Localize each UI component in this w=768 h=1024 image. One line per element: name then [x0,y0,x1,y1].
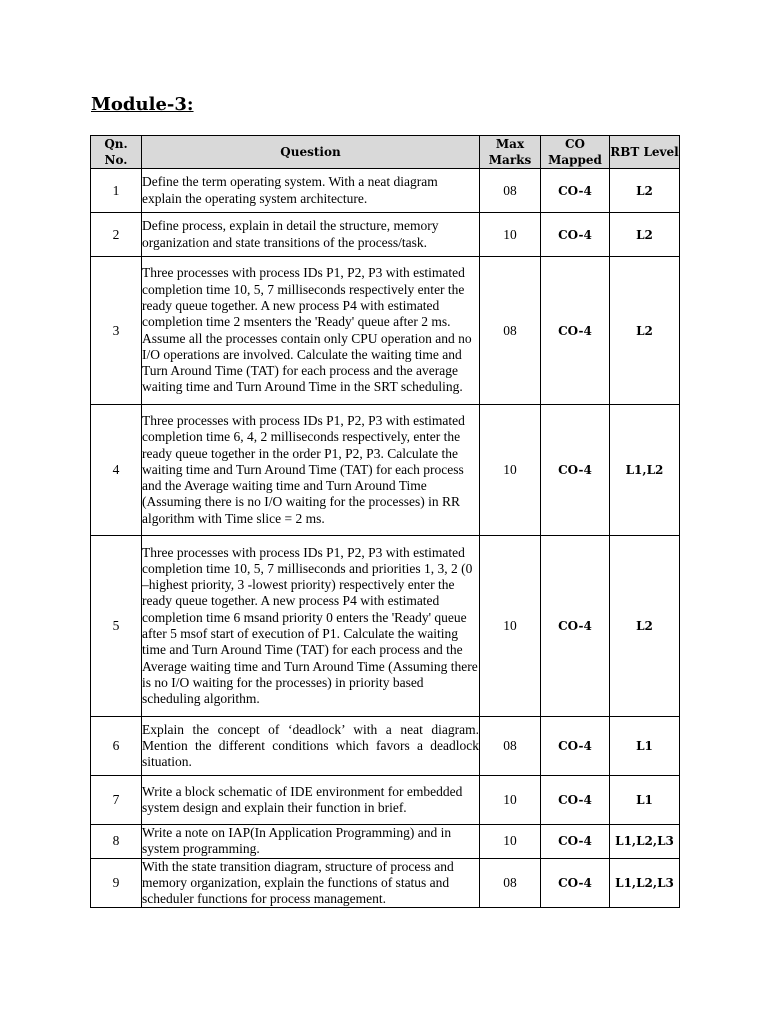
co-mapped: CO-4 [541,858,610,908]
question-number: 7 [91,776,142,825]
co-mapped: CO-4 [541,536,610,717]
table-row [91,257,680,405]
header-question: Question [142,136,480,169]
max-marks: 10 [480,405,541,536]
question-number: 9 [91,858,142,908]
question-text: Define process, explain in detail the structure, memory organization and state transitions of the process/task. [142,213,480,257]
table-row [91,825,680,859]
table-header-row [91,136,680,169]
rbt-level: L1 [610,717,680,776]
header-max-marks: Max Marks [480,136,541,169]
question-text: Write a note on IAP(In Application Programming) and in system programming. [142,825,480,859]
table-row [91,717,680,776]
question-number: 5 [91,536,142,717]
header-qno: Qn. No. [91,136,142,169]
question-text: With the state transition diagram, structure of process and memory organization, explain the functions of status and scheduler functions for process management. [142,858,480,908]
co-mapped: CO-4 [541,213,610,257]
question-text: Define the term operating system. With a neat diagram explain the operating system architecture. [142,169,480,213]
co-mapped: CO-4 [541,717,610,776]
table-row [91,213,680,257]
question-text: Three processes with process IDs P1, P2, P3 with estimated completion time 10, 5, 7 milliseconds and priorities 1, 3, 2 (0 –highest priority, 3 -lowest priority) respectively enter the ready queue together. A new process P4 with estimated completion time 6 msand priority 0 enters the 'Ready' queue after 5 msof start of execution of P1. Calculate the waiting time and Turn Around Time (TAT) for each process and the Average waiting time and Turn Around Time (Assuming there is no I/O waiting for the processes) in priority based scheduling algorithm. [142,536,480,717]
max-marks: 10 [480,776,541,825]
rbt-level: L2 [610,257,680,405]
question-text: Three processes with process IDs P1, P2, P3 with estimated completion time 6, 4, 2 milliseconds respectively, enter the ready queue together in the order P1, P2, P3. Calculate the waiting time and Turn Around Time (TAT) for each process and the Average waiting time and Turn Around Time (Assuming there is no I/O waiting for the processes) in RR algorithm with Time slice = 2 ms. [142,405,480,536]
table-row [91,858,680,908]
max-marks: 10 [480,825,541,859]
question-number: 3 [91,257,142,405]
max-marks: 10 [480,536,541,717]
table-row [91,776,680,825]
co-mapped: CO-4 [541,257,610,405]
question-table [90,135,680,908]
co-mapped: CO-4 [541,169,610,213]
max-marks: 08 [480,169,541,213]
max-marks: 08 [480,717,541,776]
rbt-level: L1 [610,776,680,825]
question-text: Write a block schematic of IDE environment for embedded system design and explain their function in brief. [142,776,480,825]
co-mapped: CO-4 [541,776,610,825]
rbt-level: L1,L2 [610,405,680,536]
question-text: Three processes with process IDs P1, P2, P3 with estimated completion time 10, 5, 7 milliseconds respectively enter the ready queue together. A new process P4 with estimated completion time 2 msenters the 'Ready' queue after 2 ms. Assume all the processes contain only CPU operation and no I/O operations are involved. Calculate the waiting time and Turn Around Time (TAT) for each process and the average waiting time and Turn Around Time in the SRT scheduling. [142,257,480,405]
max-marks: 10 [480,213,541,257]
max-marks: 08 [480,858,541,908]
question-number: 2 [91,213,142,257]
max-marks: 08 [480,257,541,405]
question-number: 4 [91,405,142,536]
rbt-level: L2 [610,213,680,257]
header-rbt-level: RBT Level [610,136,680,169]
question-number: 6 [91,717,142,776]
question-text: Explain the concept of ‘deadlock’ with a neat diagram. Mention the different conditions which favors a deadlock situation. [142,717,480,776]
question-number: 8 [91,825,142,859]
rbt-level: L1,L2,L3 [610,825,680,859]
rbt-level: L2 [610,536,680,717]
table-row [91,169,680,213]
rbt-level: L2 [610,169,680,213]
table-row [91,536,680,717]
question-number: 1 [91,169,142,213]
module-title: Module-3: [91,94,194,115]
co-mapped: CO-4 [541,825,610,859]
rbt-level: L1,L2,L3 [610,858,680,908]
header-co-mapped: CO Mapped [541,136,610,169]
table-row [91,405,680,536]
co-mapped: CO-4 [541,405,610,536]
